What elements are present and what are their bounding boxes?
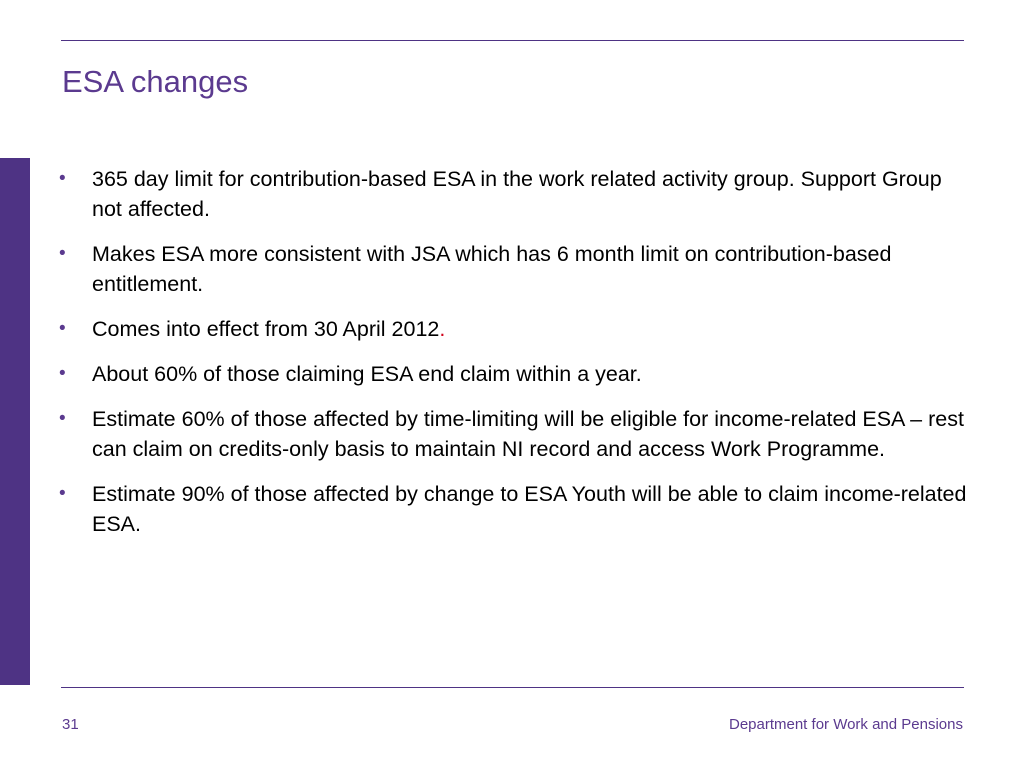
footer-organisation: Department for Work and Pensions — [728, 716, 963, 733]
bullet-icon: • — [59, 408, 66, 429]
bullet-item — [59, 479, 967, 539]
footer-rule — [61, 687, 964, 688]
bullet-text: Estimate 60% of those affected by time-limiting will be eligible for income-related ESA – rest can claim on credits-only basis to maintain NI record and access Work Programme. — [92, 407, 964, 461]
bullet-item — [59, 359, 967, 389]
bullet-text: About 60% of those claiming ESA end claim within a year. — [92, 362, 642, 386]
bullet-icon: • — [59, 363, 66, 384]
bullet-icon: • — [59, 483, 66, 504]
bullet-text: Comes into effect from 30 April 2012 — [92, 317, 440, 341]
side-accent-bar — [0, 158, 30, 685]
header-rule — [61, 40, 964, 41]
bullet-icon: • — [59, 318, 66, 339]
slide-title: ESA changes — [62, 64, 249, 99]
bullet-text-accent: . — [439, 317, 446, 341]
bullet-item — [59, 239, 967, 299]
page-number: 31 — [62, 716, 79, 733]
bullet-item — [59, 404, 967, 464]
bullet-item — [59, 164, 967, 224]
bullet-icon: • — [59, 243, 66, 264]
bullet-item — [59, 314, 967, 344]
bullet-text: 365 day limit for contribution-based ESA in the work related activity group. Support Group not affected. — [92, 167, 942, 221]
bullet-text: Makes ESA more consistent with JSA which has 6 month limit on contribution-based entitlement. — [92, 242, 892, 296]
bullet-icon: • — [59, 168, 66, 189]
bullet-text: Estimate 90% of those affected by change to ESA Youth will be able to claim income-related ESA. — [92, 482, 967, 536]
bullet-list — [59, 164, 967, 554]
